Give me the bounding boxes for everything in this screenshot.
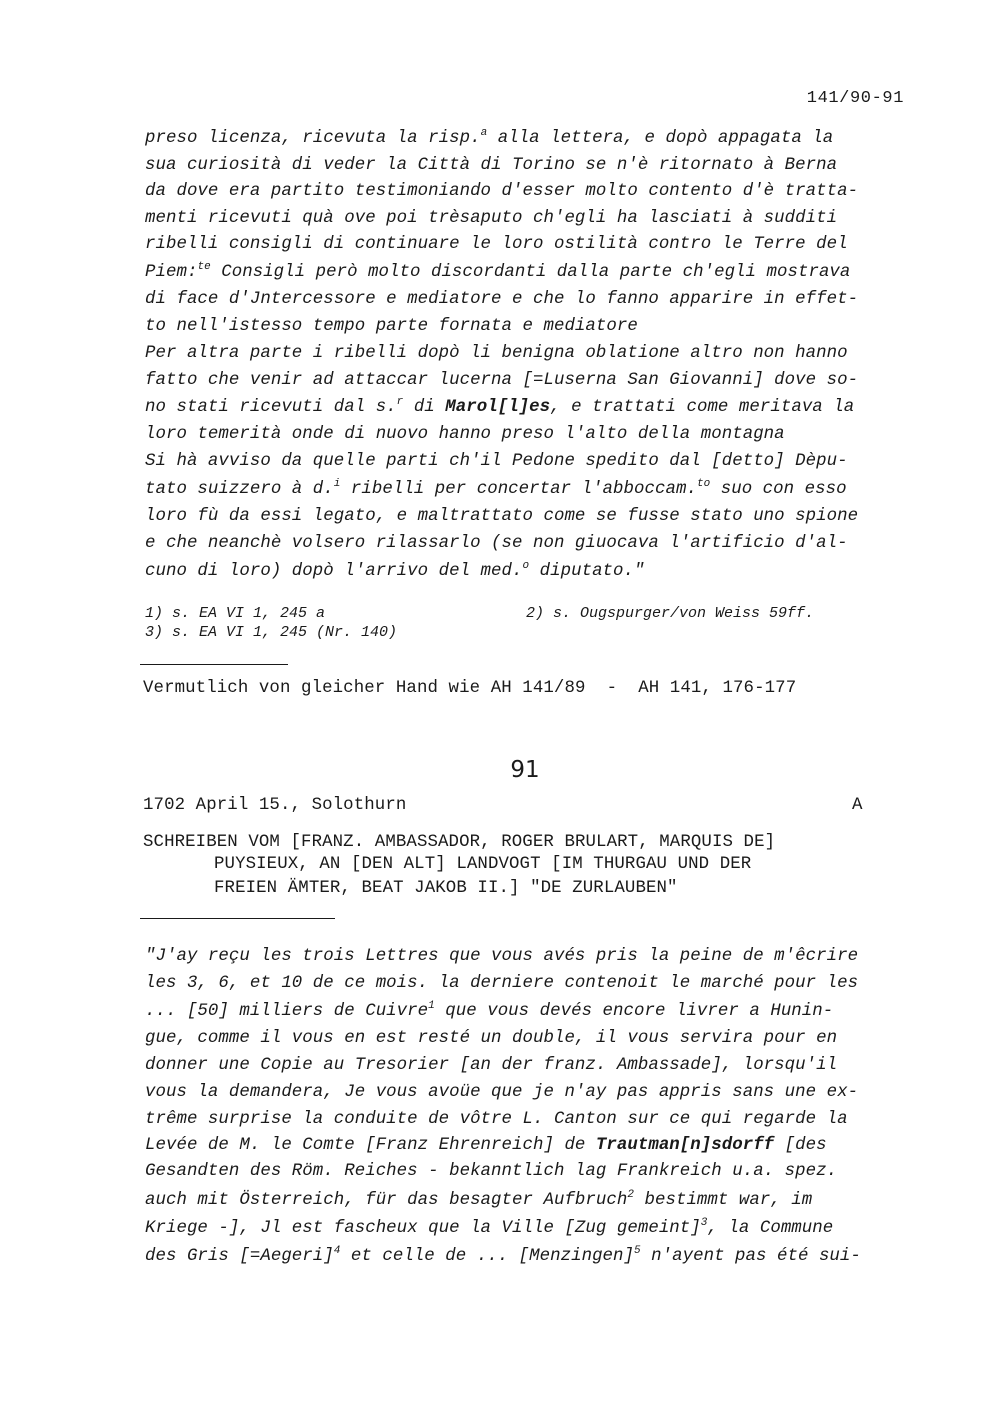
text-line: loro fù da essi legato, e maltrattato come se fusse stato uno spione bbox=[145, 507, 859, 526]
text-line: Kriege -], Jl est fascheux que la Ville [Zug gemeint]$^3$, la Commune bbox=[145, 1217, 834, 1238]
text-line: donner une Copie au Tresorier [an der franz. Ambassade], lorsqu'il bbox=[145, 1056, 838, 1075]
divider bbox=[140, 918, 335, 919]
text-line: preso licenza, ricevuta la risp.$^a$ alla lettera, e dopò appagata la bbox=[145, 127, 834, 148]
text-line: des Gris [=Aegeri]$^4$ et celle de ... [Menzingen]$^5$ n'ayent pas été sui- bbox=[145, 1245, 861, 1266]
text-line: no stati ricevuti dal s.$^r$ di Marol[l]es, e trattati come meritava la bbox=[145, 396, 855, 417]
text-line: ribelli consigli di continuare le loro ostilità contro le Terre del bbox=[145, 235, 848, 254]
text-line: di face d'Jntercessore e mediatore e che lo fanno apparire in effet- bbox=[145, 290, 859, 309]
text-line: ... [50] milliers de Cuivre$^1$ que vous devés encore livrer a Hunin- bbox=[145, 1000, 834, 1021]
person-name: Marol[l]es bbox=[445, 398, 551, 417]
footnote-1: 1) s. EA VI 1, 245 a bbox=[145, 605, 326, 622]
text-line: "J'ay reçu les trois Lettres que vous avés pris la peine de m'êcrire bbox=[145, 947, 859, 966]
document-type: A bbox=[852, 796, 863, 815]
text-line: auch mit Österreich, für das besagter Aufbruch$^2$ bestimmt war, im bbox=[145, 1189, 813, 1210]
person-name: Trautman[n]sdorff bbox=[595, 1136, 775, 1155]
text-line: Per altra parte i ribelli dopò li benigna oblatione altro non hanno bbox=[145, 344, 848, 363]
text-line: gue, comme il vous en est resté un double, il vous servira pour en bbox=[145, 1029, 838, 1048]
document-number: 91 bbox=[510, 757, 540, 783]
heading-line: FREIEN ÄMTER, BEAT JAKOB II.] "DE ZURLAUBEN" bbox=[214, 879, 678, 898]
text-line: Levée de M. le Comte [Franz Ehrenreich] de Trautman[n]sdorff [des bbox=[145, 1136, 827, 1155]
page-reference: 141/90-91 bbox=[806, 89, 904, 108]
text-line: menti ricevuti quà ove poi trèsaputo ch'egli ha lasciati à sudditi bbox=[145, 209, 838, 228]
date-place: 1702 April 15., Solothurn bbox=[143, 796, 407, 815]
text-line: les 3, 6, et 10 de ce mois. la derniere contenoit le marché pour les bbox=[145, 974, 859, 993]
text-line: fatto che venir ad attaccar lucerna [=Luserna San Giovanni] dove so- bbox=[145, 371, 859, 390]
footnote-3: 3) s. EA VI 1, 245 (Nr. 140) bbox=[145, 624, 398, 641]
text-line: sua curiosità di veder la Città di Torino se n'è ritornato à Berna bbox=[145, 156, 838, 175]
text-line: Si hà avviso da quelle parti ch'il Pedone spedito dal [detto] Dèpu- bbox=[145, 452, 848, 471]
divider bbox=[140, 664, 288, 665]
text-line: vous la demandera, Je vous avoüe que je n'ay pas appris sans une ex- bbox=[145, 1083, 859, 1102]
text-line: cuno di loro) dopò l'arrivo del med.$^o$ diputato." bbox=[145, 560, 645, 581]
footnote-2: 2) s. Ougspurger/von Weiss 59ff. bbox=[526, 605, 815, 622]
text-line: to nell'istesso tempo parte fornata e mediatore bbox=[145, 317, 638, 336]
text-line: trême surprise la conduite de vôtre L. Canton sur ce qui regarde la bbox=[145, 1110, 848, 1129]
text-line: Gesandten des Röm. Reiches - bekanntlich lag Frankreich u.a. spez. bbox=[145, 1162, 838, 1181]
heading-line: PUYSIEUX, AN [DEN ALT] LANDVOGT [IM THURGAU UND DER bbox=[214, 855, 752, 874]
text-line: da dove era partito testimoniando d'esser molto contento d'è tratta- bbox=[145, 182, 859, 201]
heading-line: SCHREIBEN VOM [FRANZ. AMBASSADOR, ROGER BRULART, MARQUIS DE] bbox=[143, 833, 776, 852]
provenance-note: Vermutlich von gleicher Hand wie AH 141/89 - AH 141, 176-177 bbox=[143, 679, 797, 698]
text-line: tato suizzero à d.$^i$ ribelli per concertar l'abboccam.$^{to}$ suo con esso bbox=[145, 478, 847, 499]
text-line: e che neanchè volsero rilassarlo (se non giuocava l'artificio d'al- bbox=[145, 534, 848, 553]
text-line: Piem:$^{te}$ Consigli però molto discordanti dalla parte ch'egli mostrava bbox=[145, 261, 851, 282]
text-line: loro temerità onde di nuovo hanno preso l'alto della montagna bbox=[145, 425, 785, 444]
